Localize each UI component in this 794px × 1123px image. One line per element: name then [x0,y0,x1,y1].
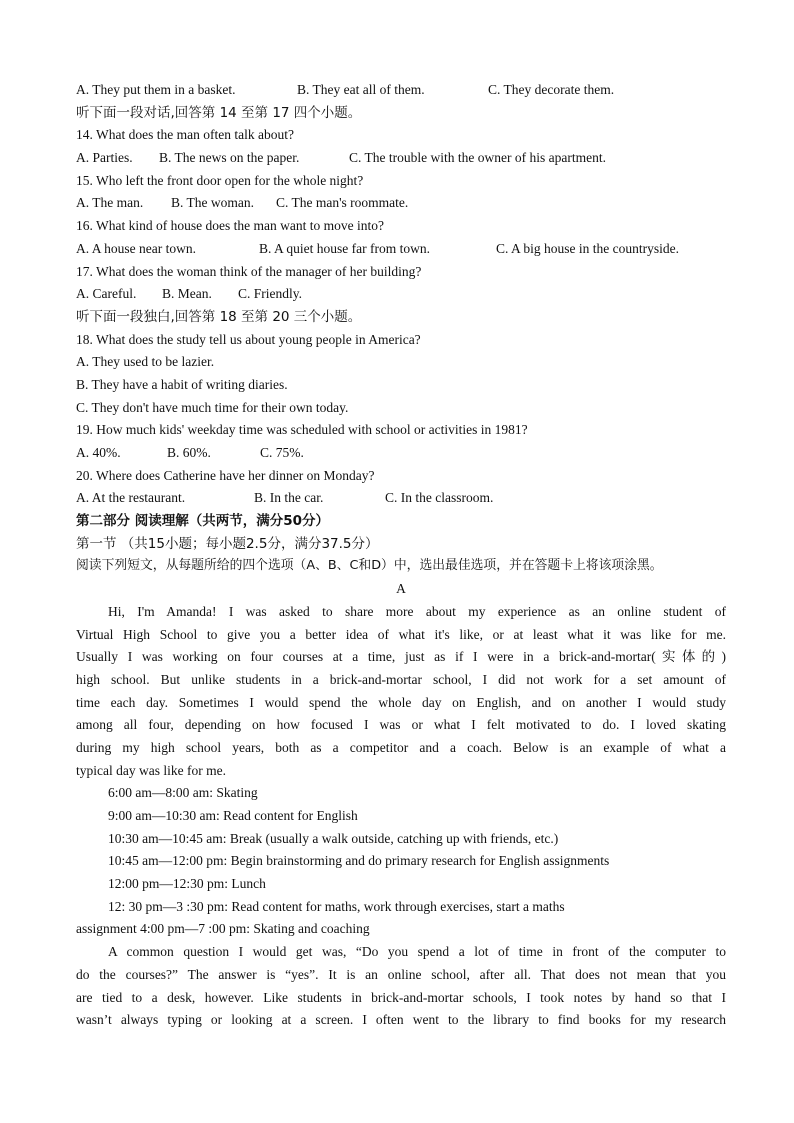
q17-options [76,283,726,306]
q17-option-b[interactable]: B. Mean. [162,286,212,302]
q20-option-a[interactable]: A. At the restaurant. [76,490,186,506]
q15-option-b[interactable]: B. The woman. [171,195,254,211]
q20-options [76,487,726,510]
q13-option-b[interactable]: B. They eat all of them. [297,82,425,97]
paragraph-line: Hi, I'm Amanda! I was asked to share more about my experience as an online student of [108,603,726,619]
paragraph-line: A common question I would get was, “Do you spend a lot of time in front of the computer to [108,944,726,960]
q17-question: 17. What does the woman think of the manager of her building? [76,263,422,279]
paragraph-line: typical day was like for me. [76,762,226,778]
part2-title: 第二部分 阅读理解（共两节，满分50分） [76,513,329,530]
section1-instruction: 阅读下列短文，从每题所给的四个选项（A、B、C和D）中，选出最佳选项，并在答题卡上将该项涂黑。 [76,558,663,574]
paragraph-line: wasn’t always typing or looking at a screen. I often went to the library to find books for my research [76,1012,726,1028]
q16-option-c[interactable]: C. A big house in the countryside. [496,240,679,256]
paragraph-line: high school. But unlike students in a brick-and-mortar school, I did not work for a set amount of [76,671,726,687]
q18-option-b[interactable]: B. They have a habit of writing diaries. [76,376,288,392]
paragraph-line: among all four, depending on how focused I was or what I felt motivated to do. I loved skating [76,717,726,733]
schedule-item: 6:00 am—8:00 am: Skating [108,785,258,801]
q19-options [76,442,726,465]
paragraph-line: Virtual High School to give you a better idea of what it's like, or at least what it was like for me. [76,626,726,642]
q14-question: 14. What does the man often talk about? [76,127,294,143]
exam-page [76,79,726,1032]
paragraph-line: Usually I was working on four courses at a time, just as if I were in a brick-and-mortar(实体的) [76,649,726,665]
q16-option-b[interactable]: B. A quiet house far from town. [259,240,430,256]
q16-option-a[interactable]: A. A house near town. [76,240,196,256]
q18-option-c[interactable]: C. They don't have much time for their own today. [76,399,349,415]
q17-option-c[interactable]: C. Friendly. [238,286,302,302]
schedule-item: 12:00 pm—12:30 pm: Lunch [108,876,266,892]
schedule-item: 12: 30 pm—3 :30 pm: Read content for maths, work through exercises, start a maths [108,898,565,914]
instruction-14-17: 听下面一段对话,回答第 14 至第 17 四个小题。 [76,104,362,121]
schedule-item: 9:00 am—10:30 am: Read content for English [108,808,358,823]
q13-option-a[interactable]: A. They put them in a basket. [76,82,236,97]
passage-paragraph-1 [76,601,726,783]
q15-question: 15. Who left the front door open for the whole night? [76,172,364,188]
q20-question: 20. Where does Catherine have her dinner on Monday? [76,467,375,483]
paragraph-line: during my high school years, both as a competitor and a coach. Below is an example of what a [76,739,726,755]
q19-question: 19. How much kids' weekday time was scheduled with school or activities in 1981? [76,422,528,438]
q14-option-a[interactable]: A. Parties. [76,150,133,166]
daily-schedule [76,782,726,941]
paragraph-line: time each day. Sometimes I would spend the whole day on English, and on another I would study [76,694,726,710]
q20-option-c[interactable]: C. In the classroom. [385,490,494,506]
q13-option-c[interactable]: C. They decorate them. [488,82,615,97]
q13-options [76,79,726,102]
paragraph-line: do the courses?” The answer is “yes”. It is an online school, after all. That does not mean that you [76,966,726,982]
passage-paragraph-2 [76,941,726,1032]
q15-option-a[interactable]: A. The man. [76,195,144,211]
q18-question: 18. What does the study tell us about young people in America? [76,331,421,347]
q18-option-a[interactable]: A. They used to be lazier. [76,354,215,370]
schedule-item: assignment 4:00 pm—7 :00 pm: Skating and coaching [76,921,370,937]
q14-option-c[interactable]: C. The trouble with the owner of his apartment. [349,150,606,166]
passage-letter: A [396,581,406,597]
q15-option-c[interactable]: C. The man's roommate. [276,195,409,211]
q15-options [76,192,726,215]
q19-option-b[interactable]: B. 60%. [167,445,211,460]
q14-option-b[interactable]: B. The news on the paper. [159,150,300,166]
q20-option-b[interactable]: B. In the car. [254,490,324,506]
q16-options [76,238,726,261]
q19-option-c[interactable]: C. 75%. [260,445,304,460]
q17-option-a[interactable]: A. Careful. [76,286,137,302]
schedule-item: 10:45 am—12:00 pm: Begin brainstorming and do primary research for English assignments [108,853,610,869]
schedule-item: 10:30 am—10:45 am: Break (usually a walk outside, catching up with friends, etc.) [108,830,559,846]
q16-question: 16. What kind of house does the man want to move into? [76,218,384,234]
q19-option-a[interactable]: A. 40%. [76,445,121,460]
instruction-18-20: 听下面一段独白,回答第 18 至第 20 三个小题。 [76,308,362,325]
section1-title: 第一节 （共15小题；每小题2.5分，满分37.5分） [76,535,379,552]
q14-options [76,147,726,170]
paragraph-line: are tied to a desk, however. Like students in brick-and-mortar schools, I took notes by hand so that I [76,989,726,1005]
